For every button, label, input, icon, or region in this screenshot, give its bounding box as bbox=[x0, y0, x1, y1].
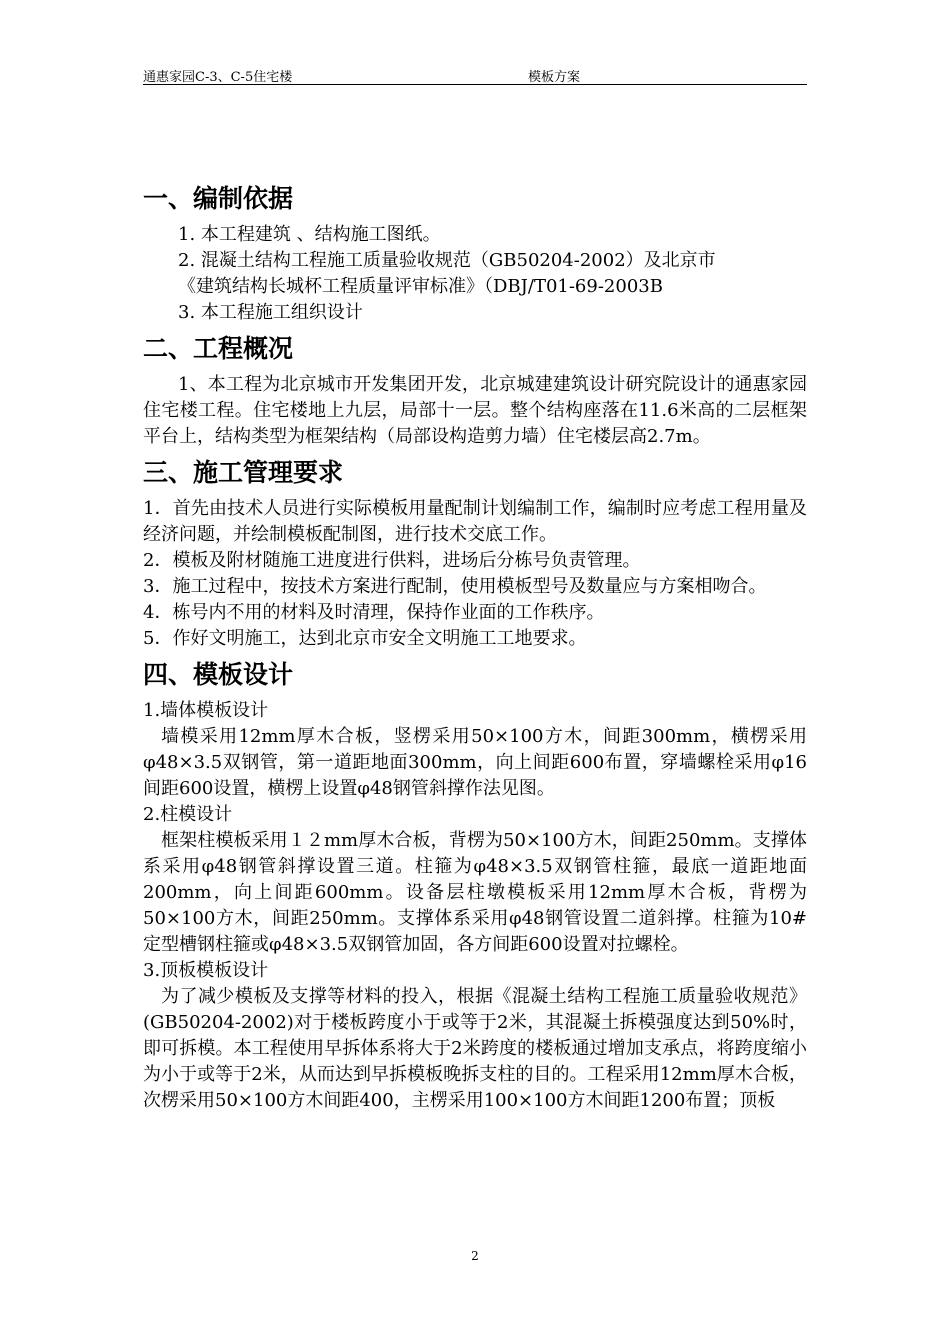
s4-sub2-title: 2.柱模设计 bbox=[143, 804, 233, 825]
header-doc-title: 模板方案 bbox=[528, 70, 581, 85]
section-3-title: 三、施工管理要求 bbox=[143, 458, 344, 487]
s3-item-4: 4．栋号内不用的材料及时清理，保持作业面的工作秩序。 bbox=[143, 602, 605, 623]
s4-sub1-title: 1.墙体模板设计 bbox=[143, 700, 269, 721]
s4-sub2-text: 框架柱模板采用１２mm厚木合板，背楞为50×100方木，间距250mm。支撑体系采用φ48钢管斜撑设置三道。柱箍为φ48×3.5双钢管柱箍，最底一道距地面200mm，向上间距600mm。设备层柱墩模板采用12mm厚木合板，背楞为50×100方木，间距250mm。支撑体系采用φ48钢管设置二道斜撑。柱箍为10#定型槽钢柱箍或φ48×3.5双钢管加固，各方间距600设置对拉螺栓。 bbox=[143, 830, 807, 955]
s2-paragraph: 1、本工程为北京城市开发集团开发，北京城建建筑设计研究院设计的通惠家园住宅楼工程。住宅楼地上九层，局部十一层。整个结构座落在11.6米高的二层框架平台上，结构类型为框架结构（局部设构造剪力墙）住宅楼层高2.7m。 bbox=[143, 374, 807, 447]
section-2-title: 二、工程概况 bbox=[143, 334, 294, 363]
s3-item-5: 5．作好文明施工，达到北京市安全文明施工工地要求。 bbox=[143, 628, 587, 649]
page-number: 2 bbox=[471, 1249, 479, 1263]
s1-item-2: 2. 混凝土结构工程施工质量验收规范（GB50204-2002）及北京市 bbox=[178, 250, 716, 271]
s3-item-1: 1．首先由技术人员进行实际模板用量配制计划编制工作，编制时应考虑工程用量及经济问题，并绘制模板配制图，进行技术交底工作。 bbox=[143, 498, 807, 545]
s4-sub3-title: 3.顶板模板设计 bbox=[143, 960, 269, 981]
s3-item-3: 3．施工过程中，按技术方案进行配制，使用模板型号及数量应与方案相吻合。 bbox=[143, 576, 767, 597]
s1-item-2-cont: 《建筑结构长城杯工程质量评审标准》（DBJ/T01-69-2003B bbox=[178, 276, 663, 297]
s1-item-3: 3. 本工程施工组织设计 bbox=[178, 302, 363, 323]
header-project-name: 通惠家园C-3、C-5住宅楼 bbox=[143, 70, 293, 85]
section-1-title: 一、编制依据 bbox=[143, 184, 294, 213]
section-4-title: 四、模板设计 bbox=[143, 660, 294, 689]
s3-item-2: 2．模板及附材随施工进度进行供料，进场后分栋号负责管理。 bbox=[143, 550, 641, 571]
document-body bbox=[143, 176, 807, 1114]
s4-sub3-text: 为了减少模板及支撑等材料的投入，根据《混凝土结构工程施工质量验收规范》(GB50204-2002)对于楼板跨度小于或等于2米，其混凝土拆模强度达到50%时，即可拆模。本工程使用早拆体系将大于2米跨度的楼板通过增加支承点，将跨度缩小为小于或等于2米，从而达到早拆模板晚拆支柱的目的。工程采用12mm厚木合板，次楞采用50×100方木间距400，主楞采用100×100方木间距1200布置；顶板 bbox=[143, 986, 807, 1111]
s4-sub1-text: 墙模采用12mm厚木合板，竖楞采用50×100方木，间距300mm，横楞采用φ48×3.5双钢管，第一道距地面300mm，向上间距600布置，穿墙螺栓采用φ16间距600设置，横楞上设置φ48钢管斜撑作法见图。 bbox=[143, 726, 807, 799]
page-header bbox=[143, 62, 807, 85]
s1-item-1: 1. 本工程建筑 、结构施工图纸。 bbox=[178, 224, 441, 245]
